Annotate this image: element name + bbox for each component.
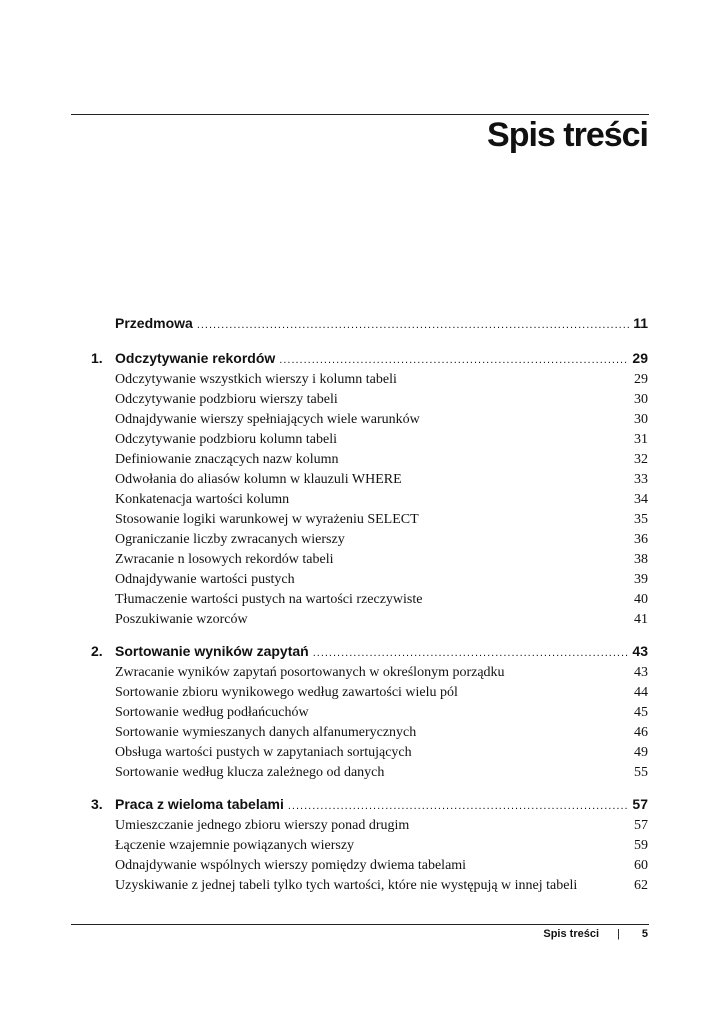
- chapter-title: Odczytywanie rekordów: [115, 350, 276, 366]
- section-page: 39: [634, 572, 648, 587]
- toc-preface[interactable]: [0, 315, 721, 337]
- section-title: Definiowanie znaczących nazw kolumn: [115, 452, 339, 467]
- section-title: Sortowanie według podłańcuchów: [115, 705, 309, 720]
- toc-section[interactable]: [0, 838, 721, 860]
- section-page: 30: [634, 412, 648, 427]
- section-page: 30: [634, 392, 648, 407]
- section-title: Uzyskiwanie z jednej tabeli tylko tych wartości, które nie występują w innej tabeli: [115, 878, 578, 893]
- chapter-number: 1.: [91, 350, 103, 366]
- section-page: 41: [634, 612, 648, 627]
- section-page: 33: [634, 472, 648, 487]
- section-title: Odnajdywanie wspólnych wierszy pomiędzy dwiema tabelami: [115, 858, 467, 873]
- section-page: 36: [634, 532, 648, 547]
- section-title: Konkatenacja wartości kolumn: [115, 492, 290, 507]
- section-page: 32: [634, 452, 648, 467]
- toc-section[interactable]: [0, 725, 721, 747]
- leader-dots: [288, 800, 629, 812]
- section-page: 62: [634, 878, 648, 893]
- toc-section[interactable]: [0, 552, 721, 574]
- toc-section[interactable]: [0, 492, 721, 514]
- page-number: 5: [641, 928, 648, 940]
- section-title: Odczytywanie podzbioru wierszy tabeli: [115, 392, 338, 407]
- toc-chapter-1[interactable]: [0, 350, 721, 372]
- section-title: Odwołania do aliasów kolumn w klauzuli WHERE: [115, 472, 402, 487]
- section-title: Zwracanie wyników zapytań posortowanych w określonym porządku: [115, 665, 505, 680]
- toc-section[interactable]: [0, 392, 721, 414]
- section-page: 45: [634, 705, 648, 720]
- section-title: Odczytywanie podzbioru kolumn tabeli: [115, 432, 337, 447]
- section-title: Sortowanie wymieszanych danych alfanumerycznych: [115, 725, 417, 740]
- chapter-page: 29: [632, 350, 648, 366]
- toc-section[interactable]: [0, 372, 721, 394]
- section-title: Odnajdywanie wierszy spełniających wiele warunków: [115, 412, 420, 427]
- section-page: 43: [634, 665, 648, 680]
- toc-section[interactable]: [0, 592, 721, 614]
- section-page: 40: [634, 592, 648, 607]
- toc-preface-label: Przedmowa: [115, 315, 193, 331]
- toc-section[interactable]: [0, 612, 721, 634]
- section-page: 29: [634, 372, 648, 387]
- chapter-title: Sortowanie wyników zapytań: [115, 643, 309, 659]
- section-page: 31: [634, 432, 648, 447]
- toc-chapter-3[interactable]: [0, 796, 721, 818]
- section-title: Stosowanie logiki warunkowej w wyrażeniu SELECT: [115, 512, 419, 527]
- toc-section[interactable]: [0, 512, 721, 534]
- top-rule: [71, 114, 649, 115]
- footer-label: Spis treści: [543, 928, 600, 940]
- section-title: Odnajdywanie wartości pustych: [115, 572, 295, 587]
- leader-dots: [313, 647, 629, 659]
- section-title: Obsługa wartości pustych w zapytaniach sortujących: [115, 745, 412, 760]
- section-title: Odczytywanie wszystkich wierszy i kolumn tabeli: [115, 372, 397, 387]
- chapter-number: 2.: [91, 643, 103, 659]
- toc-section[interactable]: [0, 572, 721, 594]
- chapter-page: 43: [632, 643, 648, 659]
- page-title: Spis treści: [487, 116, 648, 154]
- section-title: Umieszczanie jednego zbioru wierszy ponad drugim: [115, 818, 410, 833]
- leader-dots: [279, 354, 628, 366]
- footer-separator: |: [617, 928, 620, 940]
- toc-section[interactable]: [0, 665, 721, 687]
- toc-section[interactable]: [0, 818, 721, 840]
- toc-section[interactable]: [0, 878, 721, 900]
- chapter-title: Praca z wieloma tabelami: [115, 796, 284, 812]
- toc-section[interactable]: [0, 685, 721, 707]
- section-title: Tłumaczenie wartości pustych na wartości rzeczywiste: [115, 592, 423, 607]
- section-page: 44: [634, 685, 648, 700]
- section-page: 59: [634, 838, 648, 853]
- section-page: 35: [634, 512, 648, 527]
- chapter-page: 57: [632, 796, 648, 812]
- page-footer: [543, 928, 648, 940]
- toc-preface-page: 11: [633, 315, 648, 331]
- toc-section[interactable]: [0, 472, 721, 494]
- section-page: 34: [634, 492, 648, 507]
- section-page: 38: [634, 552, 648, 567]
- toc-section[interactable]: [0, 765, 721, 787]
- section-title: Zwracanie n losowych rekordów tabeli: [115, 552, 334, 567]
- toc-section[interactable]: [0, 745, 721, 767]
- toc-chapter-2[interactable]: [0, 643, 721, 665]
- section-page: 46: [634, 725, 648, 740]
- section-title: Sortowanie według klucza zależnego od danych: [115, 765, 385, 780]
- toc-section[interactable]: [0, 452, 721, 474]
- toc-section[interactable]: [0, 858, 721, 880]
- section-page: 49: [634, 745, 648, 760]
- section-title: Łączenie wzajemnie powiązanych wierszy: [115, 838, 355, 853]
- section-page: 60: [634, 858, 648, 873]
- toc-section[interactable]: [0, 705, 721, 727]
- section-title: Sortowanie zbioru wynikowego według zawartości wielu pól: [115, 685, 458, 700]
- footer-rule: [71, 924, 649, 925]
- leader-dots: [197, 319, 629, 331]
- section-page: 55: [634, 765, 648, 780]
- section-title: Poszukiwanie wzorców: [115, 612, 248, 627]
- toc-section[interactable]: [0, 412, 721, 434]
- toc-section[interactable]: [0, 532, 721, 554]
- section-page: 57: [634, 818, 648, 833]
- chapter-number: 3.: [91, 796, 103, 812]
- section-title: Ograniczanie liczby zwracanych wierszy: [115, 532, 345, 547]
- toc-section[interactable]: [0, 432, 721, 454]
